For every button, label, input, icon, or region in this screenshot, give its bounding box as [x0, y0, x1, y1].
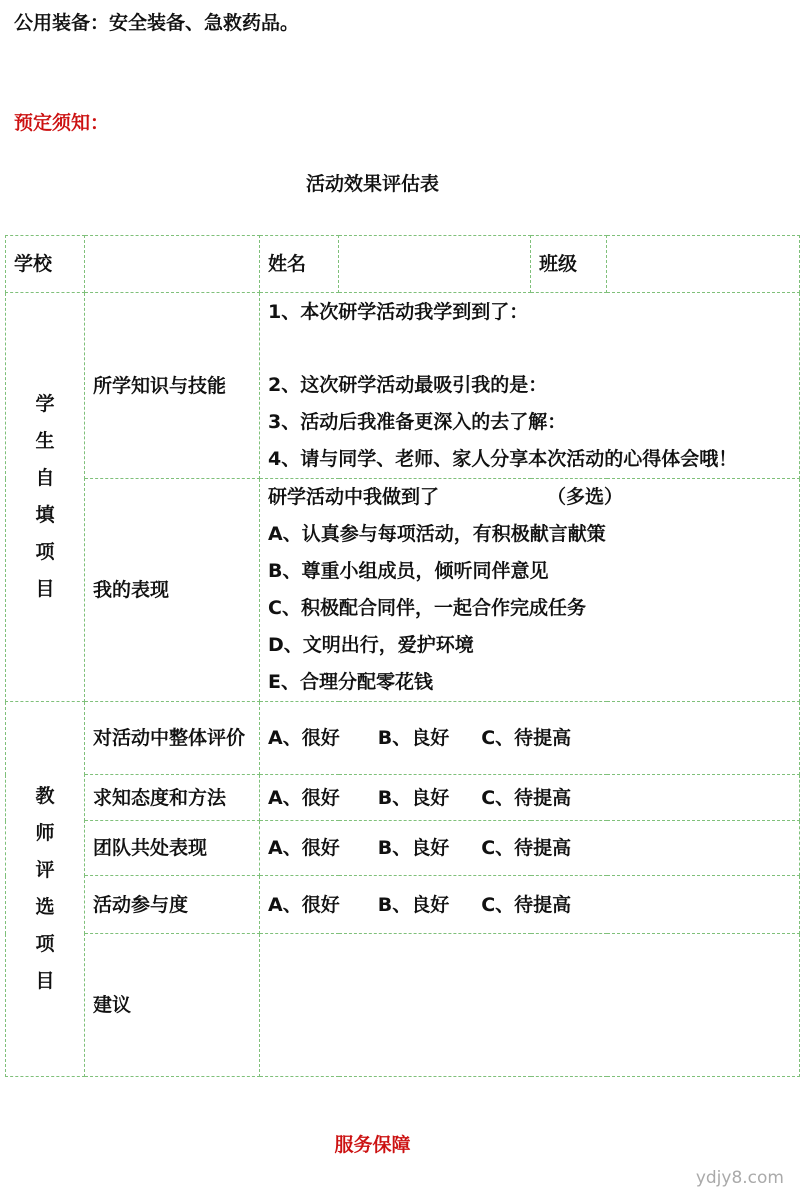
- rating-b: B、良好: [377, 893, 450, 916]
- question-2: 2、这次研学活动最吸引我的是：: [268, 373, 548, 396]
- class-label: 班级: [531, 236, 607, 293]
- evaluation-table: [5, 235, 800, 1077]
- name-label: 姓名: [260, 236, 339, 293]
- school-value: [85, 236, 260, 293]
- rating-c: C、待提高: [481, 893, 572, 916]
- performance-intro: 研学活动中我做到了: [268, 486, 440, 508]
- option-c: C、积极配合同伴，一起合作完成任务: [268, 597, 586, 619]
- teacher-section-label: [6, 702, 85, 1077]
- table-title: 活动效果评估表: [305, 173, 439, 195]
- rating-row: [6, 876, 800, 934]
- answer-space: [268, 331, 799, 367]
- vertical-char: 生: [35, 430, 55, 452]
- rating-options: [260, 775, 800, 821]
- class-value: [607, 236, 800, 293]
- school-label: 学校: [6, 236, 85, 293]
- vertical-char: 自: [35, 467, 55, 489]
- rating-b: B、良好: [377, 727, 450, 749]
- performance-label: 我的表现: [85, 479, 260, 702]
- rating-b: B、良好: [377, 786, 450, 809]
- booking-notice-heading: 预定须知：: [14, 112, 110, 134]
- suggestion-label: 建议: [85, 934, 260, 1077]
- vertical-char: 师: [35, 822, 55, 844]
- multi-select-note: （多选）: [547, 486, 624, 508]
- performance-intro-line: [268, 479, 799, 516]
- equipment-line: 公用装备：安全装备、急救药品。: [14, 12, 300, 34]
- knowledge-row: [6, 293, 800, 479]
- name-value: [339, 236, 531, 293]
- performance-row: [6, 479, 800, 702]
- vertical-char: 项: [35, 541, 55, 563]
- vertical-char: 选: [35, 896, 55, 918]
- rating-options: [260, 702, 800, 775]
- rating-row: [6, 775, 800, 821]
- question-1: 1、本次研学活动我学到到了：: [268, 300, 529, 323]
- rating-row: [6, 821, 800, 876]
- rating-c: C、待提高: [481, 837, 572, 859]
- question-4: 4、请与同学、老师、家人分享本次活动的心得体会哦！: [268, 447, 738, 470]
- suggestion-field: [260, 934, 800, 1077]
- vertical-char: 填: [35, 504, 55, 526]
- rating-options: [260, 876, 800, 934]
- vertical-char: 教: [35, 785, 55, 807]
- rating-c: C、待提高: [481, 727, 572, 749]
- service-heading: 服务保障: [334, 1134, 411, 1156]
- vertical-char: 项: [35, 933, 55, 955]
- suggestion-row: [6, 934, 800, 1077]
- rating-row: [6, 702, 800, 775]
- rating-a: A、很好: [268, 893, 340, 916]
- vertical-char: 目: [35, 578, 55, 600]
- student-section-label: [6, 293, 85, 702]
- performance-options: [260, 479, 800, 702]
- option-b: B、尊重小组成员，倾听同伴意见: [268, 560, 549, 582]
- vertical-char: 评: [35, 859, 55, 881]
- rating-a: A、很好: [268, 837, 340, 859]
- question-3: 3、活动后我准备更深入的去了解：: [268, 410, 567, 433]
- site-watermark: ydjy8.com: [695, 1168, 784, 1188]
- rating-label: 对活动中整体评价: [85, 702, 260, 775]
- vertical-char: 目: [35, 970, 55, 992]
- option-e: E、合理分配零花钱: [268, 671, 433, 693]
- rating-b: B、良好: [377, 837, 450, 859]
- option-a: A、认真参与每项活动，有积极献言献策: [268, 523, 606, 545]
- rating-a: A、很好: [268, 786, 340, 809]
- header-row: [6, 236, 800, 293]
- option-d: D、文明出行，爱护环境: [268, 634, 474, 656]
- vertical-char: 学: [35, 393, 55, 415]
- rating-label: 求知态度和方法: [85, 775, 260, 821]
- rating-label: 团队共处表现: [85, 821, 260, 876]
- rating-c: C、待提高: [481, 786, 572, 809]
- rating-a: A、很好: [268, 727, 340, 749]
- knowledge-label: 所学知识与技能: [85, 293, 260, 479]
- rating-label: 活动参与度: [85, 876, 260, 934]
- knowledge-questions: [260, 293, 800, 479]
- rating-options: [260, 821, 800, 876]
